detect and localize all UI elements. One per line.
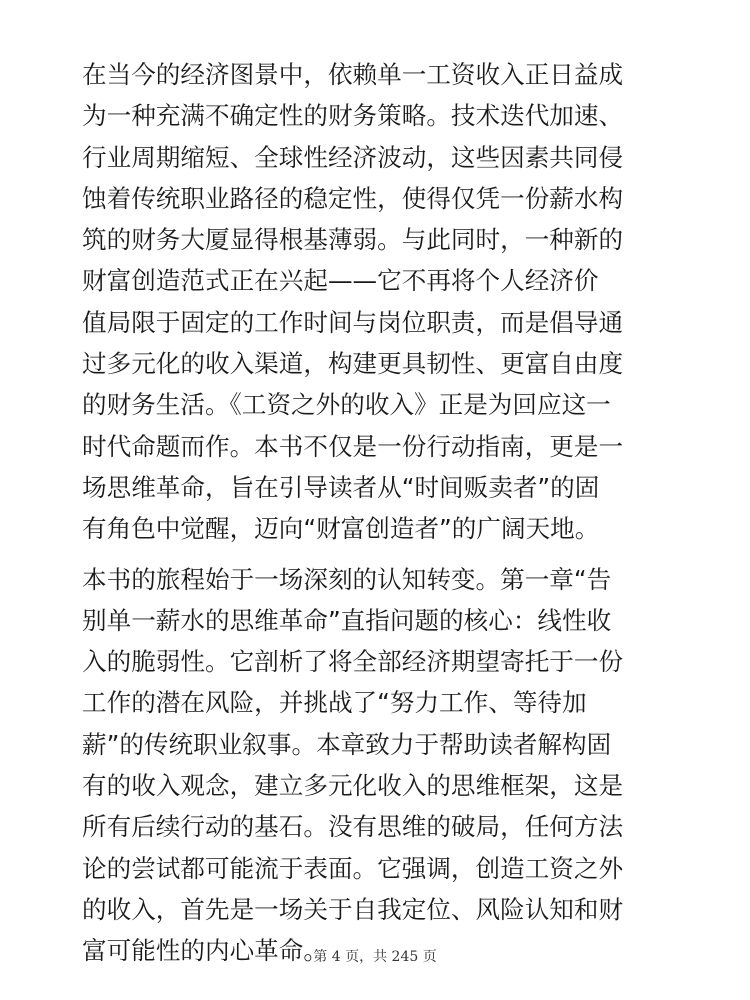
- text-line: 工作的潜在风险，并挑战了“努力工作、等待加: [82, 688, 587, 718]
- text-line: 财富创造范式正在兴起——它不再将个人经济价: [82, 266, 599, 296]
- text-line: 的财务生活。《工资之外的收入》正是为回应这一: [82, 390, 611, 420]
- text-line: 富可能性的内心革命。: [82, 936, 328, 966]
- text-line: 筑的财务大厦显得根基薄弱。与此同时，一种新的: [82, 225, 624, 255]
- text-line: 入的脆弱性。它剖析了将全部经济期望寄托于一份: [82, 647, 624, 677]
- text-line: 为一种充满不确定性的财务策略。技术迭代加速、: [82, 101, 624, 131]
- text-line: 值局限于固定的工作时间与岗位职责，而是倡导通: [82, 307, 624, 337]
- text-line: 别单一薪水的思维革命”直指问题的核心：线性收: [82, 605, 612, 635]
- text-line: 过多元化的收入渠道，构建更具韧性、更富自由度: [82, 349, 624, 379]
- paragraph-2: [82, 559, 672, 972]
- text-line: 蚀着传统职业路径的稳定性，使得仅凭一份薪水构: [82, 183, 624, 213]
- text-line: 本书的旅程始于一场深刻的认知转变。第一章“告: [82, 564, 612, 594]
- text-line: 薪”的传统职业叙事。本章致力于帮助读者解构固: [82, 729, 612, 759]
- text-line: 有的收入观念，建立多元化收入的思维框架，这是: [82, 771, 624, 801]
- text-line: 时代命题而作。本书不仅是一份行动指南，更是一: [82, 431, 624, 461]
- text-line: 行业周期缩短、全球性经济波动，这些因素共同侵: [82, 142, 624, 172]
- text-line: 论的尝试都可能流于表面。它强调，创造工资之外: [82, 853, 624, 883]
- text-line: 有角色中觉醒，迈向“财富创造者”的广阔天地。: [82, 514, 600, 544]
- text-line: 在当今的经济图景中，依赖单一工资收入正日益成: [82, 60, 624, 89]
- body-text: [82, 54, 672, 972]
- text-line: 所有后续行动的基石。没有思维的破局，任何方法: [82, 812, 624, 842]
- paragraph-1: [82, 54, 672, 550]
- page-number-footer: 第 4 页，共 245 页: [313, 949, 437, 965]
- text-line: 的收入，首先是一场关于自我定位、风险认知和财: [82, 894, 624, 924]
- text-line: 场思维革命，旨在引导读者从“时间贩卖者”的固: [82, 472, 600, 502]
